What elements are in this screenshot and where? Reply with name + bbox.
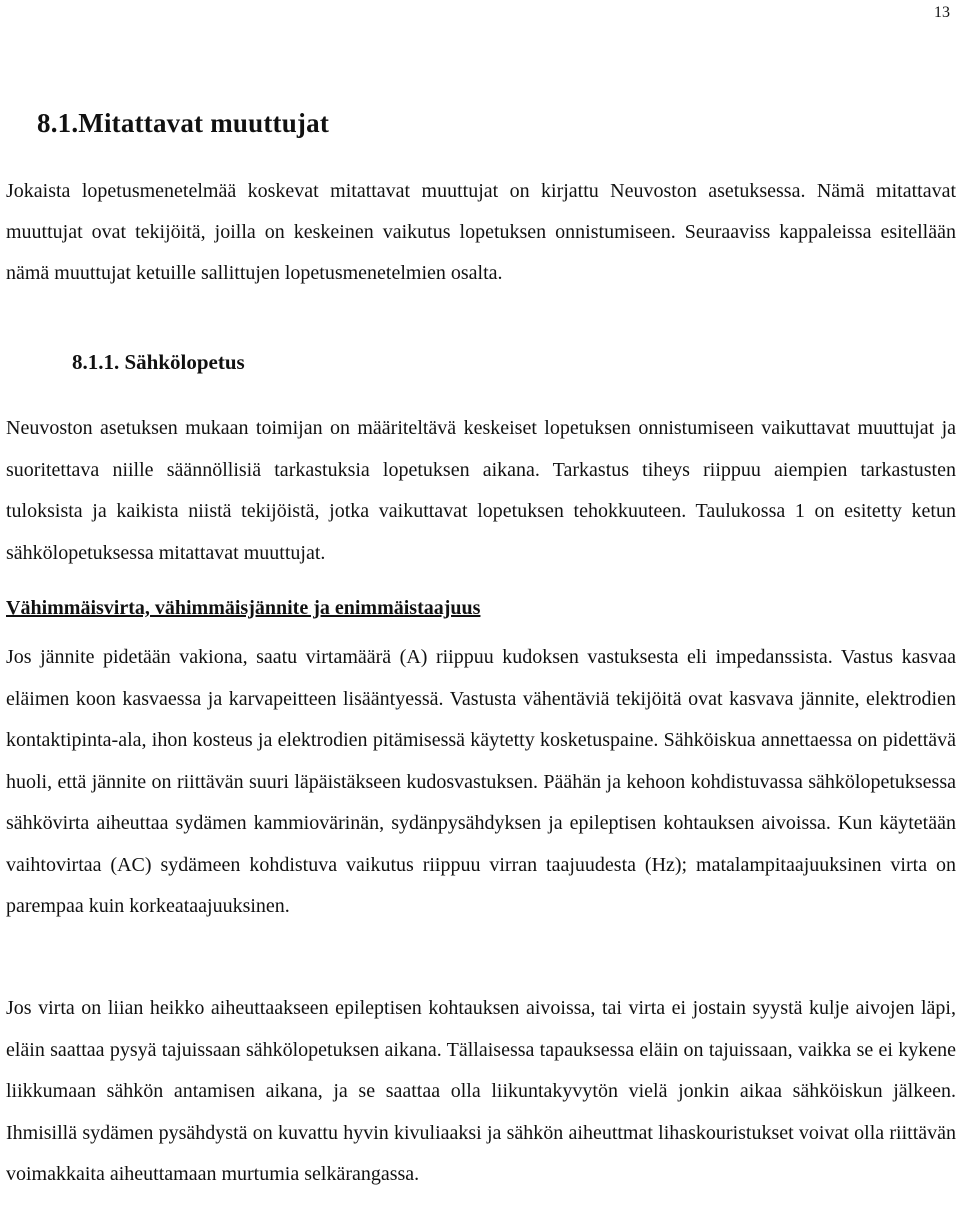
paragraph-4: Jos virta on liian heikko aiheuttaakseen epileptisen kohtauksen aivoissa, tai virta ei jostain syystä kulje aivojen läpi, eläin saattaa pysyä tajuissaan sähkölopetuksen aikana. Tällaisessa tapauksessa eläin on tajuissaan, vaikka se ei kykene liikkumaan sähkön antamisen aikana, ja se saattaa olla liikuntakyvytön vielä jonkin aikaa sähköiskun jälkeen. Ihmisillä sydämen pysähdystä on kuvattu hyvin kivuliaaksi ja sähkön aiheuttmat lihaskouristukset voivat olla riittävän voimakkaita aiheuttamaan murtumia selkärangassa. [6,997,956,1185]
intro-paragraph: Jokaista lopetusmenetelmää koskevat mitattavat muuttujat on kirjattu Neuvoston asetuksessa. Nämä mitattavat muuttujat ovat tekijöitä, joilla on keskeinen vaikutus lopetuksen onnistumiseen. Seuraaviss kappaleissa esitellään nämä muuttujat ketuille sallittujen lopetusmenetelmien osalta. [6,180,956,284]
page-number: 13 [934,4,950,21]
section-title: 8.1.Mitattavat muuttujat [37,108,330,138]
subsection-paragraph: Neuvoston asetuksen mukaan toimijan on määriteltävä keskeiset lopetuksen onnistumiseen vaikuttavat muuttujat ja suoritettava niille säännöllisiä tarkastuksia lopetuksen aikana. Tarkastus tiheys riippuu aiempien tarkastusten tuloksista ja kaikista niistä tekijöistä, jotka vaikuttavat lopetuksen tehokkuuteen. Taulukossa 1 on esitetty ketun sähkölopetuksessa mitattavat muuttujat. [6,417,956,564]
subsection-title: 8.1.1. Sähkölopetus [72,350,245,374]
underlined-heading: Vähimmäisvirta, vähimmäisjännite ja enimmäistaajuus [6,597,481,619]
paragraph-3: Jos jännite pidetään vakiona, saatu virtamäärä (A) riippuu kudoksen vastuksesta eli impedanssista. Vastus kasvaa eläimen koon kasvaessa ja karvapeitteen lisääntyessä. Vastusta vähentäviä tekijöitä ovat kasvava jännite, elektrodien kontaktipinta-ala, ihon kosteus ja elektrodien pitämisessä käytetty kosketuspaine. Sähköiskua annettaessa on pidettävä huoli, että jännite on riittävän suuri läpäistäkseen kudosvastuksen. Päähän ja kehoon kohdistuvassa sähkölopetuksessa sähkövirta aiheuttaa sydämen kammiovärinän, sydänpysähdyksen ja epileptisen kohtauksen aivoissa. Kun käytetään vaihtovirtaa (AC) sydämeen kohdistuva vaikutus riippuu virran taajuudesta (Hz); matalampitaajuuksinen virta on parempaa kuin korkeataajuuksinen. [6,646,956,917]
